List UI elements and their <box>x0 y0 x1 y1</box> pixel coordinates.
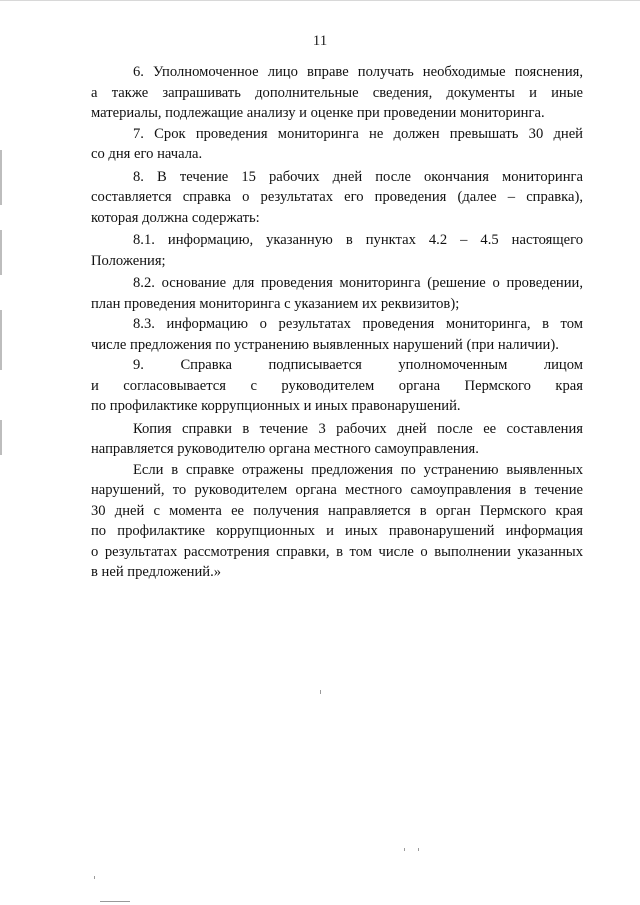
text-line: 8.3. информацию о результатах проведения мониторинга, в том <box>133 316 583 332</box>
scan-speck <box>404 848 405 851</box>
text-line: числе предложения по устранению выявленных нарушений (при наличии). <box>91 336 559 353</box>
scan-edge-top <box>0 0 640 1</box>
body-text <box>91 62 583 583</box>
text-line: а также запрашивать дополнительные сведения, документы и иные <box>91 84 583 101</box>
scan-speck <box>100 901 130 902</box>
text-line: составляется справка о результатах его проведения (далее – справка), <box>91 189 583 205</box>
text-line: Если в справке отражены предложения по устранению выявленных <box>133 461 583 478</box>
text-line: по профилактике коррупционных и иных правонарушений информация <box>91 523 583 539</box>
text-line: 8. В течение 15 рабочих дней после окончания мониторинга <box>133 168 583 185</box>
text-line: план проведения мониторинга с указанием их реквизитов); <box>91 295 460 312</box>
text-line: со дня его начала. <box>91 146 203 162</box>
text-line: Положения; <box>91 252 166 269</box>
scan-speck <box>418 848 419 851</box>
scan-edge-mark <box>0 420 2 455</box>
text-line: 8.2. основание для проведения мониторинга (решение о проведении, <box>133 275 583 291</box>
text-line: 6. Уполномоченное лицо вправе получать необходимые пояснения, <box>133 64 583 80</box>
text-line: 8.1. информацию, указанную в пунктах 4.2 – 4.5 настоящего <box>133 232 583 248</box>
text-line: в ней предложений.» <box>91 564 222 580</box>
scan-edge-mark <box>0 230 2 275</box>
text-line: направляется руководителю органа местного самоуправления. <box>91 441 479 457</box>
text-line: о результатах рассмотрения справки, в том числе о выполнении указанных <box>91 543 583 560</box>
text-line: материалы, подлежащие анализу и оценке при проведении мониторинга. <box>91 105 545 121</box>
text-line: 30 дней с момента ее получения направляется в орган Пермского края <box>91 502 583 519</box>
text-line: 7. Срок проведения мониторинга не должен превышать 30 дней <box>133 125 583 142</box>
page-number: 11 <box>312 33 328 49</box>
scan-edge-mark <box>0 150 2 205</box>
scan-edge-mark <box>0 310 2 370</box>
text-line: которая должна содержать: <box>91 209 260 226</box>
scan-speck <box>94 876 95 879</box>
text-line: и согласовывается с руководителем органа Пермского края <box>91 377 583 394</box>
text-line: по профилактике коррупционных и иных правонарушений. <box>91 398 461 414</box>
text-line: 9. Справка подписывается уполномоченным лицом <box>133 357 583 373</box>
scan-speck <box>320 690 321 694</box>
text-line: Копия справки в течение 3 рабочих дней после ее составления <box>133 420 583 437</box>
text-line: нарушений, то руководителем органа местного самоуправления в течение <box>91 482 583 498</box>
